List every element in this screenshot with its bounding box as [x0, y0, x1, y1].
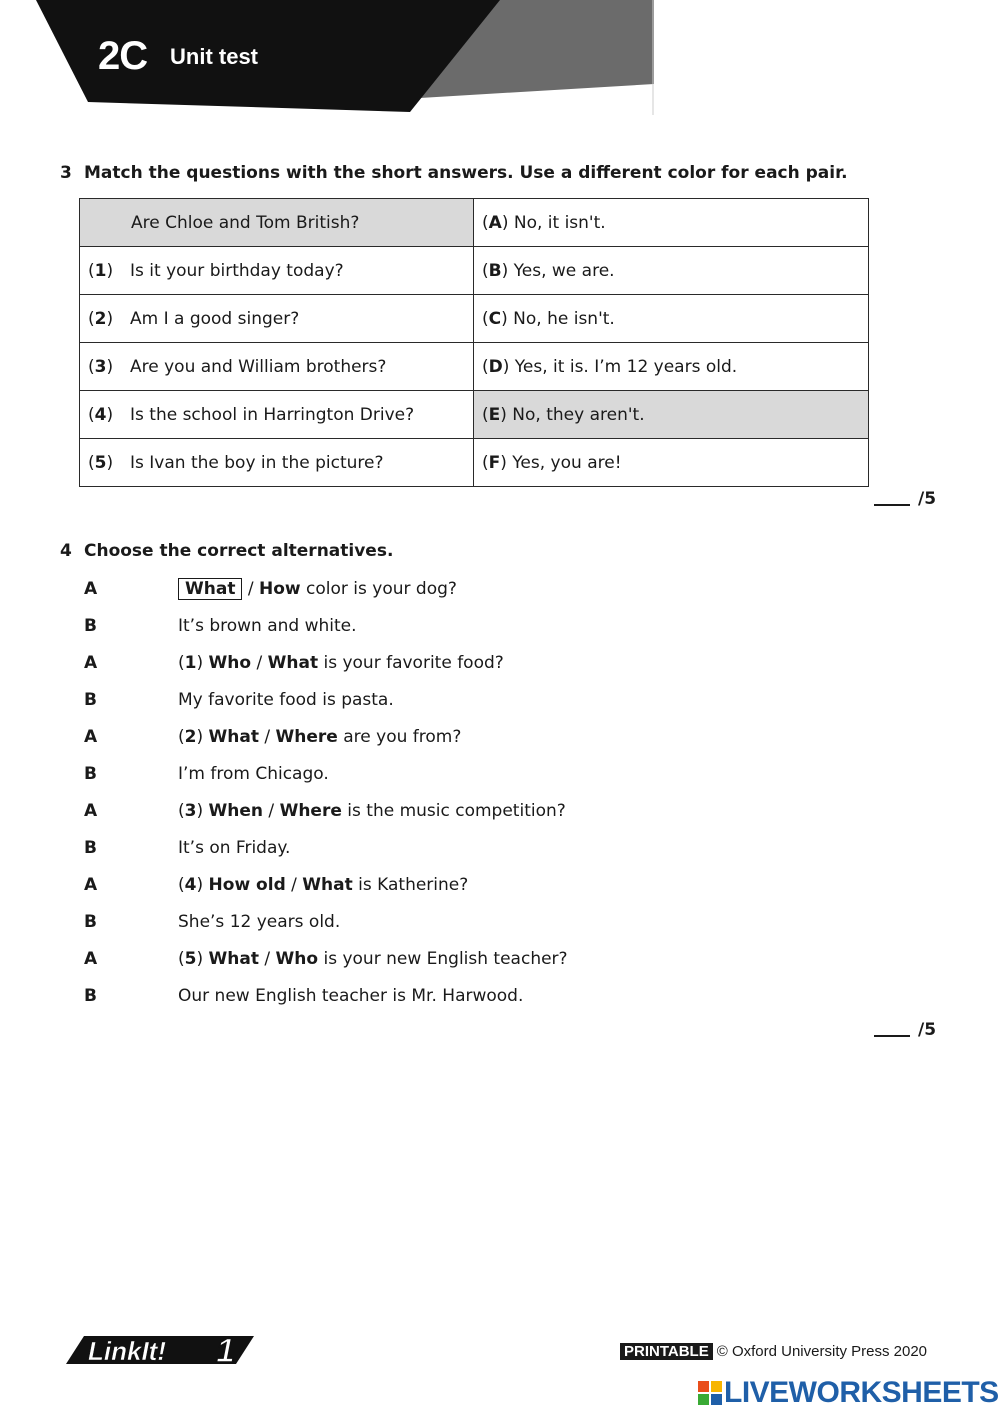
- speaker-label: B: [84, 912, 97, 932]
- answer-letter: D: [488, 356, 503, 377]
- answer-text: No, he isn't.: [507, 308, 615, 329]
- exercise-instruction: Choose the correct alternatives.: [84, 541, 394, 561]
- question-text: Am I a good singer?: [130, 308, 300, 329]
- option-a[interactable]: Who: [208, 653, 252, 673]
- table-row: [80, 343, 869, 391]
- speaker-label: A: [84, 949, 98, 969]
- item-number: 2: [184, 727, 197, 747]
- question-cell[interactable]: [80, 391, 474, 439]
- speaker-label: B: [84, 838, 97, 858]
- answer-cell[interactable]: (F) Yes, you are!: [474, 439, 869, 487]
- question-rest: is the music competition?: [341, 801, 566, 821]
- question-cell[interactable]: [80, 439, 474, 487]
- liveworksheets-icon: [698, 1381, 722, 1405]
- answer-text: Our new English teacher is Mr. Harwood.: [178, 986, 524, 1006]
- question-text: Is the school in Harrington Drive?: [130, 404, 415, 425]
- brand-name: LIVEWORKSHEETS: [724, 1376, 999, 1409]
- answer-letter: A: [488, 212, 502, 233]
- answer-text: My favorite food is pasta.: [178, 690, 394, 710]
- exercise-number: 3: [60, 163, 72, 183]
- speaker-label: B: [84, 616, 97, 636]
- question-number: (3): [88, 356, 114, 377]
- exercise-4-score: [874, 1020, 936, 1040]
- question-rest: is Katherine?: [352, 875, 469, 895]
- match-table: [79, 198, 869, 487]
- option-b[interactable]: Who: [275, 949, 319, 969]
- question-text: Are you and William brothers?: [130, 356, 387, 377]
- table-row: [80, 295, 869, 343]
- speaker-label: A: [84, 801, 98, 821]
- table-row: [80, 199, 869, 247]
- answer-cell[interactable]: (A) No, it isn't.: [474, 199, 869, 247]
- option-b[interactable]: Where: [275, 727, 338, 747]
- item-number: 5: [184, 949, 197, 969]
- answer-text: It’s brown and white.: [178, 616, 357, 636]
- question-cell[interactable]: [80, 295, 474, 343]
- answer-text: Yes, we are.: [508, 260, 615, 281]
- exercise-number: 4: [60, 541, 72, 561]
- printable-notice: [620, 1343, 927, 1360]
- answer-cell[interactable]: (D) Yes, it is. I’m 12 years old.: [474, 343, 869, 391]
- header-banner: [0, 0, 660, 120]
- table-row: [80, 439, 869, 487]
- option-a[interactable]: How old: [208, 875, 286, 895]
- score-total: /5: [918, 489, 937, 509]
- option-b[interactable]: How: [259, 579, 301, 599]
- answer-cell[interactable]: (B) Yes, we are.: [474, 247, 869, 295]
- speaker-label: A: [84, 875, 98, 895]
- copyright-text: © Oxford University Press 2020: [716, 1343, 928, 1360]
- svg-text:LinkIt!: LinkIt!: [88, 1336, 166, 1366]
- speaker-label: A: [84, 727, 98, 747]
- score-total: /5: [918, 1020, 937, 1040]
- answer-text: No, they aren't.: [506, 404, 645, 425]
- answer-letter: E: [488, 404, 501, 425]
- question-rest: are you from?: [337, 727, 462, 747]
- answer-letter: B: [488, 260, 502, 281]
- question-text: Are Chloe and Tom British?: [131, 212, 360, 233]
- question-number: (4): [88, 404, 114, 425]
- exercise-instruction: Match the questions with the short answers. Use a different color for each pair.: [84, 163, 848, 183]
- item-number: 3: [184, 801, 197, 821]
- answer-cell-example[interactable]: (E) No, they aren't.: [474, 391, 869, 439]
- unit-title: Unit test: [170, 44, 258, 69]
- exercise-3-score: [874, 489, 936, 509]
- option-b[interactable]: What: [267, 653, 319, 673]
- answer-text: Yes, it is. I’m 12 years old.: [509, 356, 738, 377]
- score-blank[interactable]: [874, 1035, 910, 1037]
- answer-cell[interactable]: (C) No, he isn't.: [474, 295, 869, 343]
- svg-text:1: 1: [216, 1332, 235, 1370]
- answer-letter: C: [488, 308, 502, 329]
- item-number: 1: [184, 653, 197, 673]
- answer-text: Yes, you are!: [506, 452, 622, 473]
- speaker-label: B: [84, 764, 97, 784]
- exercise-3-heading: [60, 163, 848, 183]
- answer-text: It’s on Friday.: [178, 838, 291, 858]
- question-cell[interactable]: [80, 247, 474, 295]
- question-number: (1): [88, 260, 114, 281]
- speaker-label: B: [84, 986, 97, 1006]
- question-number: (5): [88, 452, 114, 473]
- printable-badge: PRINTABLE: [620, 1343, 713, 1360]
- speaker-label: B: [84, 690, 97, 710]
- question-cell[interactable]: [80, 343, 474, 391]
- score-blank[interactable]: [874, 504, 910, 506]
- question-rest: color is your dog?: [300, 579, 457, 599]
- question-rest: is your new English teacher?: [318, 949, 568, 969]
- option-a[interactable]: When: [208, 801, 264, 821]
- question-text: Is Ivan the boy in the picture?: [130, 452, 384, 473]
- speaker-label: A: [84, 579, 98, 599]
- option-selected[interactable]: What: [178, 578, 242, 600]
- table-row: [80, 247, 869, 295]
- example-question[interactable]: [80, 199, 474, 247]
- linkit-logo: [66, 1330, 256, 1370]
- option-a[interactable]: What: [208, 727, 259, 747]
- option-b[interactable]: What: [302, 875, 353, 895]
- answer-text: I’m from Chicago.: [178, 764, 329, 784]
- option-a[interactable]: What: [208, 949, 259, 969]
- unit-code: 2C: [98, 34, 148, 78]
- question-rest: is your favorite food?: [318, 653, 504, 673]
- table-row: [80, 391, 869, 439]
- item-number: 4: [184, 875, 197, 895]
- speaker-label: A: [84, 653, 98, 673]
- answer-letter: F: [488, 452, 501, 473]
- exercise-4-heading: [60, 541, 393, 561]
- answer-text: She’s 12 years old.: [178, 912, 341, 932]
- option-b[interactable]: Where: [279, 801, 342, 821]
- answer-text: No, it isn't.: [508, 212, 606, 233]
- question-number: (2): [88, 308, 114, 329]
- question-text: Is it your birthday today?: [130, 260, 344, 281]
- logo-graphic: [66, 1330, 256, 1370]
